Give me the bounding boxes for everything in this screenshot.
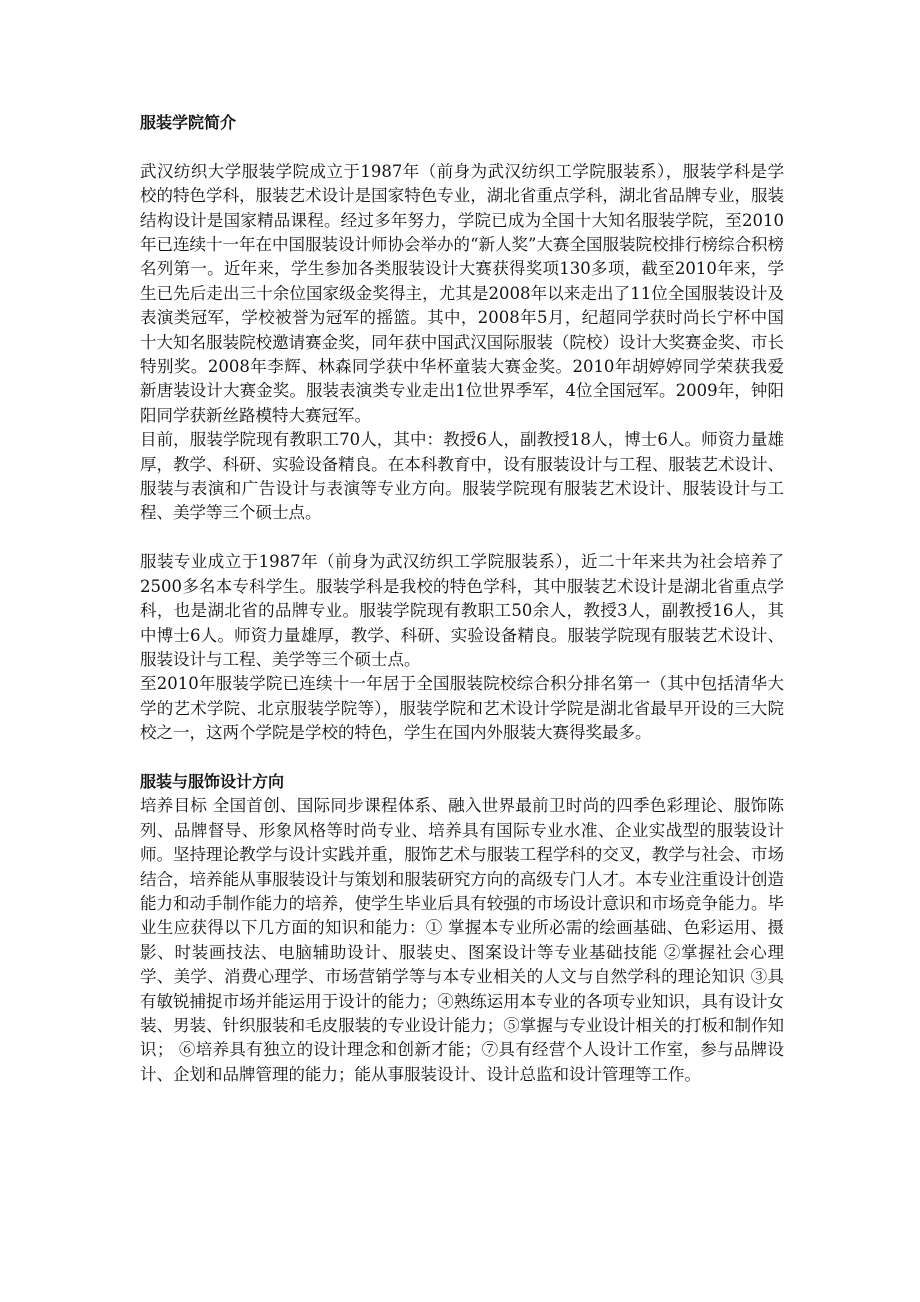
- spacer: [140, 746, 784, 770]
- intro-paragraph: 武汉纺织大学服装学院成立于1987年（前身为武汉纺织工学院服装系），服装学科是学校的特色学科，服装艺术设计是国家特色专业，湖北省重点学科，湖北省品牌专业，服装结构设计是国家精品课程。经过多年努力，学院已成为全国十大知名服装学院，至2010年已连续十一年在中国服装设计师协会举办的“新人奖”大赛全国服装院校排行榜综合积榜名列第一。近年来，学生参加各类服装设计大赛获得奖项130多项，截至2010年来，学生已先后走出三十余位国家级金奖得主，尤其是2008年以来走出了11位全国服装设计及表演类冠军，学校被誉为冠军的摇篮。其中，2008年5月，纪超同学获时尚长宁杯中国十大知名服装院校邀请赛金奖，同年获中国武汉国际服装（院校）设计大奖赛金奖、市长特别奖。2008年李辉、林森同学获中华杯童装大赛金奖。2010年胡婷婷同学荣获我爱新唐装设计大赛金奖。服装表演类专业走出1位世界季军，4位全国冠军。2009年，钟阳阳同学获新丝路模特大赛冠军。: [140, 161, 784, 425]
- major-paragraph: 至2010年服装学院已连续十一年居于全国服装院校综合积分排名第一（其中包括清华大学的艺术学院、北京服装学院等），服装学院和艺术设计学院是湖北省最早开设的三大院校之一，这两个学院是学校的特色，学生在国内外服装大赛得奖最多。: [140, 674, 784, 743]
- major-paragraph: 服装专业成立于1987年（前身为武汉纺织工学院服装系），近二十年来共为社会培养了2500多名本专科学生。服装学科是我校的特色学科，其中服装艺术设计是湖北省重点学科，也是湖北省的品牌专业。服装学院现有教职工50余人，教授3人，副教授16人，其中博士6人。师资力量雄厚，教学、科研、实验设备精良。服装学院现有服装艺术设计、服装设计与工程、美学等三个硕士点。: [140, 552, 784, 669]
- spacer: [140, 135, 784, 159]
- spacer: [140, 526, 784, 550]
- design-title: 服装与服饰设计方向: [140, 771, 285, 791]
- design-paragraph: 培养目标 全国首创、国际同步课程体系、融入世界最前卫时尚的四季色彩理论、服饰陈列、品牌督导、形象风格等时尚专业、培养具有国际专业水准、企业实战型的服装设计师。坚持理论教学与设计实践并重，服饰艺术与服装工程学科的交叉，教学与社会、市场结合，培养能从事服装设计与策划和服装研究方向的高级专门人才。本专业注重设计创造能力和动手制作能力的培养，使学生毕业后具有较强的市场设计意识和市场竞争能力。毕业生应获得以下几方面的知识和能力：① 掌握本专业所必需的绘画基础、色彩运用、摄影、时装画技法、电脑辅助设计、服装史、图案设计等专业基础技能 ②掌握社会心理学、美学、消费心理学、市场营销学等与本专业相关的人文与自然学科的理论知识 ③具有敏锐捕捉市场并能运用于设计的能力；④熟练运用本专业的各项专业知识，具有设计女装、男装、针织服装和毛皮服装的专业设计能力；⑤掌握与专业设计相关的打板和制作知识； ⑥培养具有独立的设计理念和创新才能；⑦具有经营个人设计工作室，参与品牌设计、企划和品牌管理的能力；能从事服装设计、设计总监和设计管理等工作。: [140, 796, 784, 1084]
- document-page: [140, 111, 784, 1087]
- intro-title: 服装学院简介: [140, 113, 237, 132]
- intro-paragraph: 目前，服装学院现有教职工70人，其中：教授6人，副教授18人，博士6人。师资力量雄厚，教学、科研、实验设备精良。在本科教育中，设有服装设计与工程、服装艺术设计、服装与表演和广告设计与表演等专业方向。服装学院现有服装艺术设计、服装设计与工程、美学等三个硕士点。: [140, 430, 784, 523]
